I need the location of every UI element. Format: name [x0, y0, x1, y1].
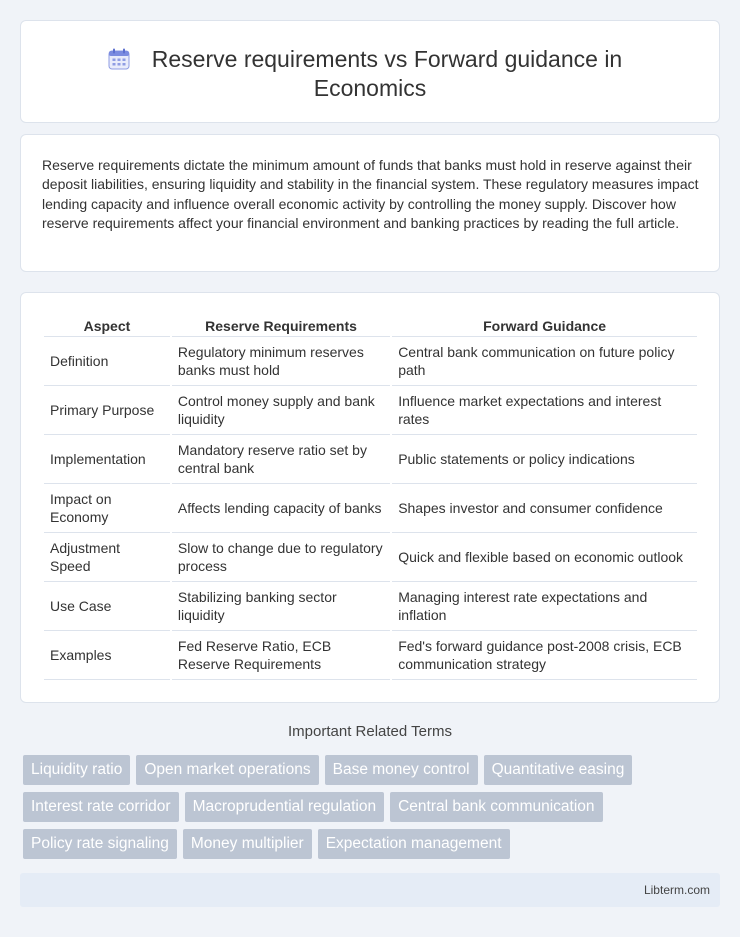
title-card	[20, 20, 720, 123]
header-forward-guidance: Forward Guidance	[392, 315, 697, 337]
row-forward-value: Shapes investor and consumer confidence	[392, 484, 697, 533]
row-reserve-value: Fed Reserve Ratio, ECB Reserve Requirements	[172, 631, 390, 680]
row-reserve-value: Control money supply and bank liquidity	[172, 386, 390, 435]
related-term-tag[interactable]: Base money control	[325, 755, 478, 785]
row-reserve-value: Regulatory minimum reserves banks must hold	[172, 337, 390, 386]
related-terms-heading: Important Related Terms	[288, 723, 452, 740]
related-term-tag[interactable]: Macroprudential regulation	[185, 792, 385, 822]
row-aspect: Impact on Economy	[44, 484, 170, 533]
tag-row	[23, 829, 723, 859]
table-header-row	[44, 315, 697, 337]
row-aspect: Implementation	[44, 435, 170, 484]
related-terms-tags	[23, 755, 723, 866]
page-title-line-2: Economics	[313, 75, 427, 101]
footer-site-link[interactable]: Libterm.com	[643, 883, 710, 897]
related-term-tag[interactable]: Expectation management	[318, 829, 510, 859]
comparison-table-card	[20, 292, 720, 703]
table-row	[44, 386, 697, 435]
row-forward-value: Influence market expectations and interest rates	[392, 386, 697, 435]
table-row	[44, 631, 697, 680]
row-aspect: Definition	[44, 337, 170, 386]
intro-paragraph: Reserve requirements dictate the minimum amount of funds that banks must hold in reserve against their deposit liabilities, ensuring liquidity and stability in the financial system. These regulatory measures impact lending capacity and influence overall economic activity by controlling the money supply. Discover how reserve requirements affect your financial environment and banking practices by reading the full article.	[42, 157, 699, 232]
row-reserve-value: Stabilizing banking sector liquidity	[172, 582, 390, 631]
related-term-tag[interactable]: Quantitative easing	[484, 755, 633, 785]
row-aspect: Use Case	[44, 582, 170, 631]
row-aspect: Adjustment Speed	[44, 533, 170, 582]
table-row	[44, 582, 697, 631]
related-term-tag[interactable]: Money multiplier	[183, 829, 312, 859]
table-row	[44, 533, 697, 582]
row-forward-value: Quick and flexible based on economic outlook	[392, 533, 697, 582]
row-forward-value: Central bank communication on future policy path	[392, 337, 697, 386]
tag-row	[23, 755, 723, 785]
row-reserve-value: Affects lending capacity of banks	[172, 484, 390, 533]
related-term-tag[interactable]: Interest rate corridor	[23, 792, 179, 822]
related-term-tag[interactable]: Policy rate signaling	[23, 829, 177, 859]
header-reserve-requirements: Reserve Requirements	[172, 315, 390, 337]
footer	[20, 873, 720, 907]
tag-row	[23, 792, 723, 822]
row-reserve-value: Slow to change due to regulatory process	[172, 533, 390, 582]
related-term-tag[interactable]: Central bank communication	[390, 792, 602, 822]
row-forward-value: Public statements or policy indications	[392, 435, 697, 484]
row-forward-value: Managing interest rate expectations and inflation	[392, 582, 697, 631]
intro-card	[20, 134, 720, 272]
related-term-tag[interactable]: Open market operations	[136, 755, 318, 785]
table-row	[44, 435, 697, 484]
table-row	[44, 484, 697, 533]
related-term-tag[interactable]: Liquidity ratio	[23, 755, 130, 785]
comparison-table	[42, 315, 699, 680]
row-forward-value: Fed's forward guidance post-2008 crisis, ECB communication strategy	[392, 631, 697, 680]
row-aspect: Primary Purpose	[44, 386, 170, 435]
table-row	[44, 337, 697, 386]
page-title-line-1: Reserve requirements vs Forward guidance in	[151, 46, 623, 72]
header-aspect: Aspect	[44, 315, 170, 337]
page-title	[21, 45, 719, 103]
row-reserve-value: Mandatory reserve ratio set by central bank	[172, 435, 390, 484]
row-aspect: Examples	[44, 631, 170, 680]
